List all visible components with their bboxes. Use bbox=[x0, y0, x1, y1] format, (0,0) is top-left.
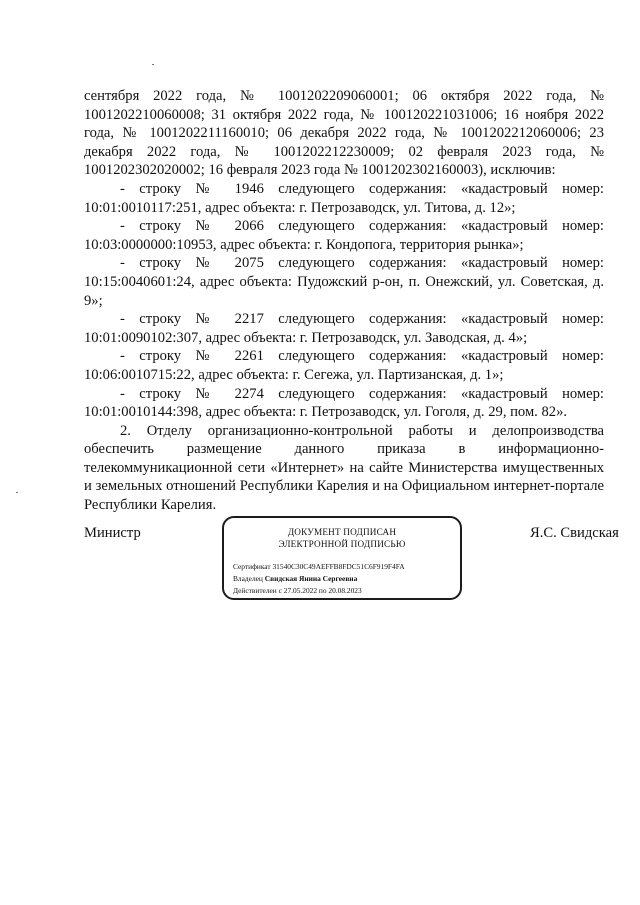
owner-label: Владелец bbox=[233, 574, 263, 583]
scan-speck bbox=[152, 64, 154, 65]
scan-speck bbox=[16, 492, 18, 493]
signer-name: Я.С. Свидская bbox=[530, 525, 619, 541]
owner-value: Свидская Янина Сергеевна bbox=[264, 574, 358, 583]
electronic-signature-stamp bbox=[222, 516, 462, 600]
valid-to-prefix: по bbox=[318, 586, 327, 595]
order-paragraph: - строку № 2075 следующего содержания: «кадастровый номер: 10:15:0040601:24, адрес объекта: Пудожский р-он, п. Онежский, ул. Советская, д. 9»; bbox=[84, 255, 604, 309]
stamp-validity-line bbox=[233, 586, 362, 595]
order-paragraph: сентября 2022 года, № 1001202209060001; 06 октября 2022 года, № 1001202210060008; 31 октября 2022 года, № 100120221031006; 16 ноября 2022 года, № 1001202211160010; 06 декабря 2022 года, № 1001202212060006; 23 декабря 2022 года, № 1001202212230009; 02 февраля 2023 года, № 1001202302020002; 16 февраля 2023 года № 1001202302160003), исключив: bbox=[84, 88, 604, 179]
order-paragraph: - строку № 2261 следующего содержания: «кадастровый номер: 10:06:0010715:22, адрес объекта: г. Сегежа, ул. Партизанская, д. 1»; bbox=[84, 348, 604, 383]
stamp-certificate-line bbox=[233, 562, 405, 571]
valid-from-prefix: с bbox=[278, 586, 282, 595]
valid-to-date: 20.08.2023 bbox=[328, 586, 362, 595]
order-paragraph: 2. Отделу организационно-контрольной работы и делопроизводства обеспечить размещение данного приказа в информационно-телекоммуникационной сети «Интернет» на сайте Министерства имущественных и земельных отношений Республики Карелия и на Официальном интернет-портале Республики Карелия. bbox=[84, 422, 604, 514]
order-paragraph: - строку № 2066 следующего содержания: «кадастровый номер: 10:03:0000000:10953, адрес объекта: г. Кондопога, территория рынка»; bbox=[84, 218, 604, 253]
order-paragraph: - строку № 2217 следующего содержания: «кадастровый номер: 10:01:0090102:307, адрес объекта: г. Петрозаводск, ул. Заводская, д. 4»; bbox=[84, 311, 604, 346]
order-paragraph: - строку № 2274 следующего содержания: «кадастровый номер: 10:01:0010144:398, адрес объекта: г. Петрозаводск, ул. Гоголя, д. 29, пом. 82». bbox=[84, 385, 604, 421]
stamp-owner-line bbox=[233, 574, 357, 583]
certificate-value: 31540C30C49AEFFB8FDC51C6F919F4FA bbox=[272, 562, 405, 571]
valid-label: Действителен bbox=[233, 586, 277, 595]
order-paragraph: - строку № 1946 следующего содержания: «кадастровый номер: 10:01:0010117:251, адрес объекта: г. Петрозаводск, ул. Титова, д. 12»; bbox=[84, 180, 604, 216]
order-body-text bbox=[84, 87, 604, 515]
stamp-heading-line2: ЭЛЕКТРОННОЙ ПОДПИСЬЮ bbox=[278, 539, 406, 549]
certificate-label: Сертификат bbox=[233, 562, 271, 571]
valid-from-date: 27.05.2022 bbox=[283, 586, 318, 595]
position-title: Министр bbox=[84, 525, 141, 541]
stamp-heading-line1: ДОКУМЕНТ ПОДПИСАН bbox=[287, 527, 397, 537]
